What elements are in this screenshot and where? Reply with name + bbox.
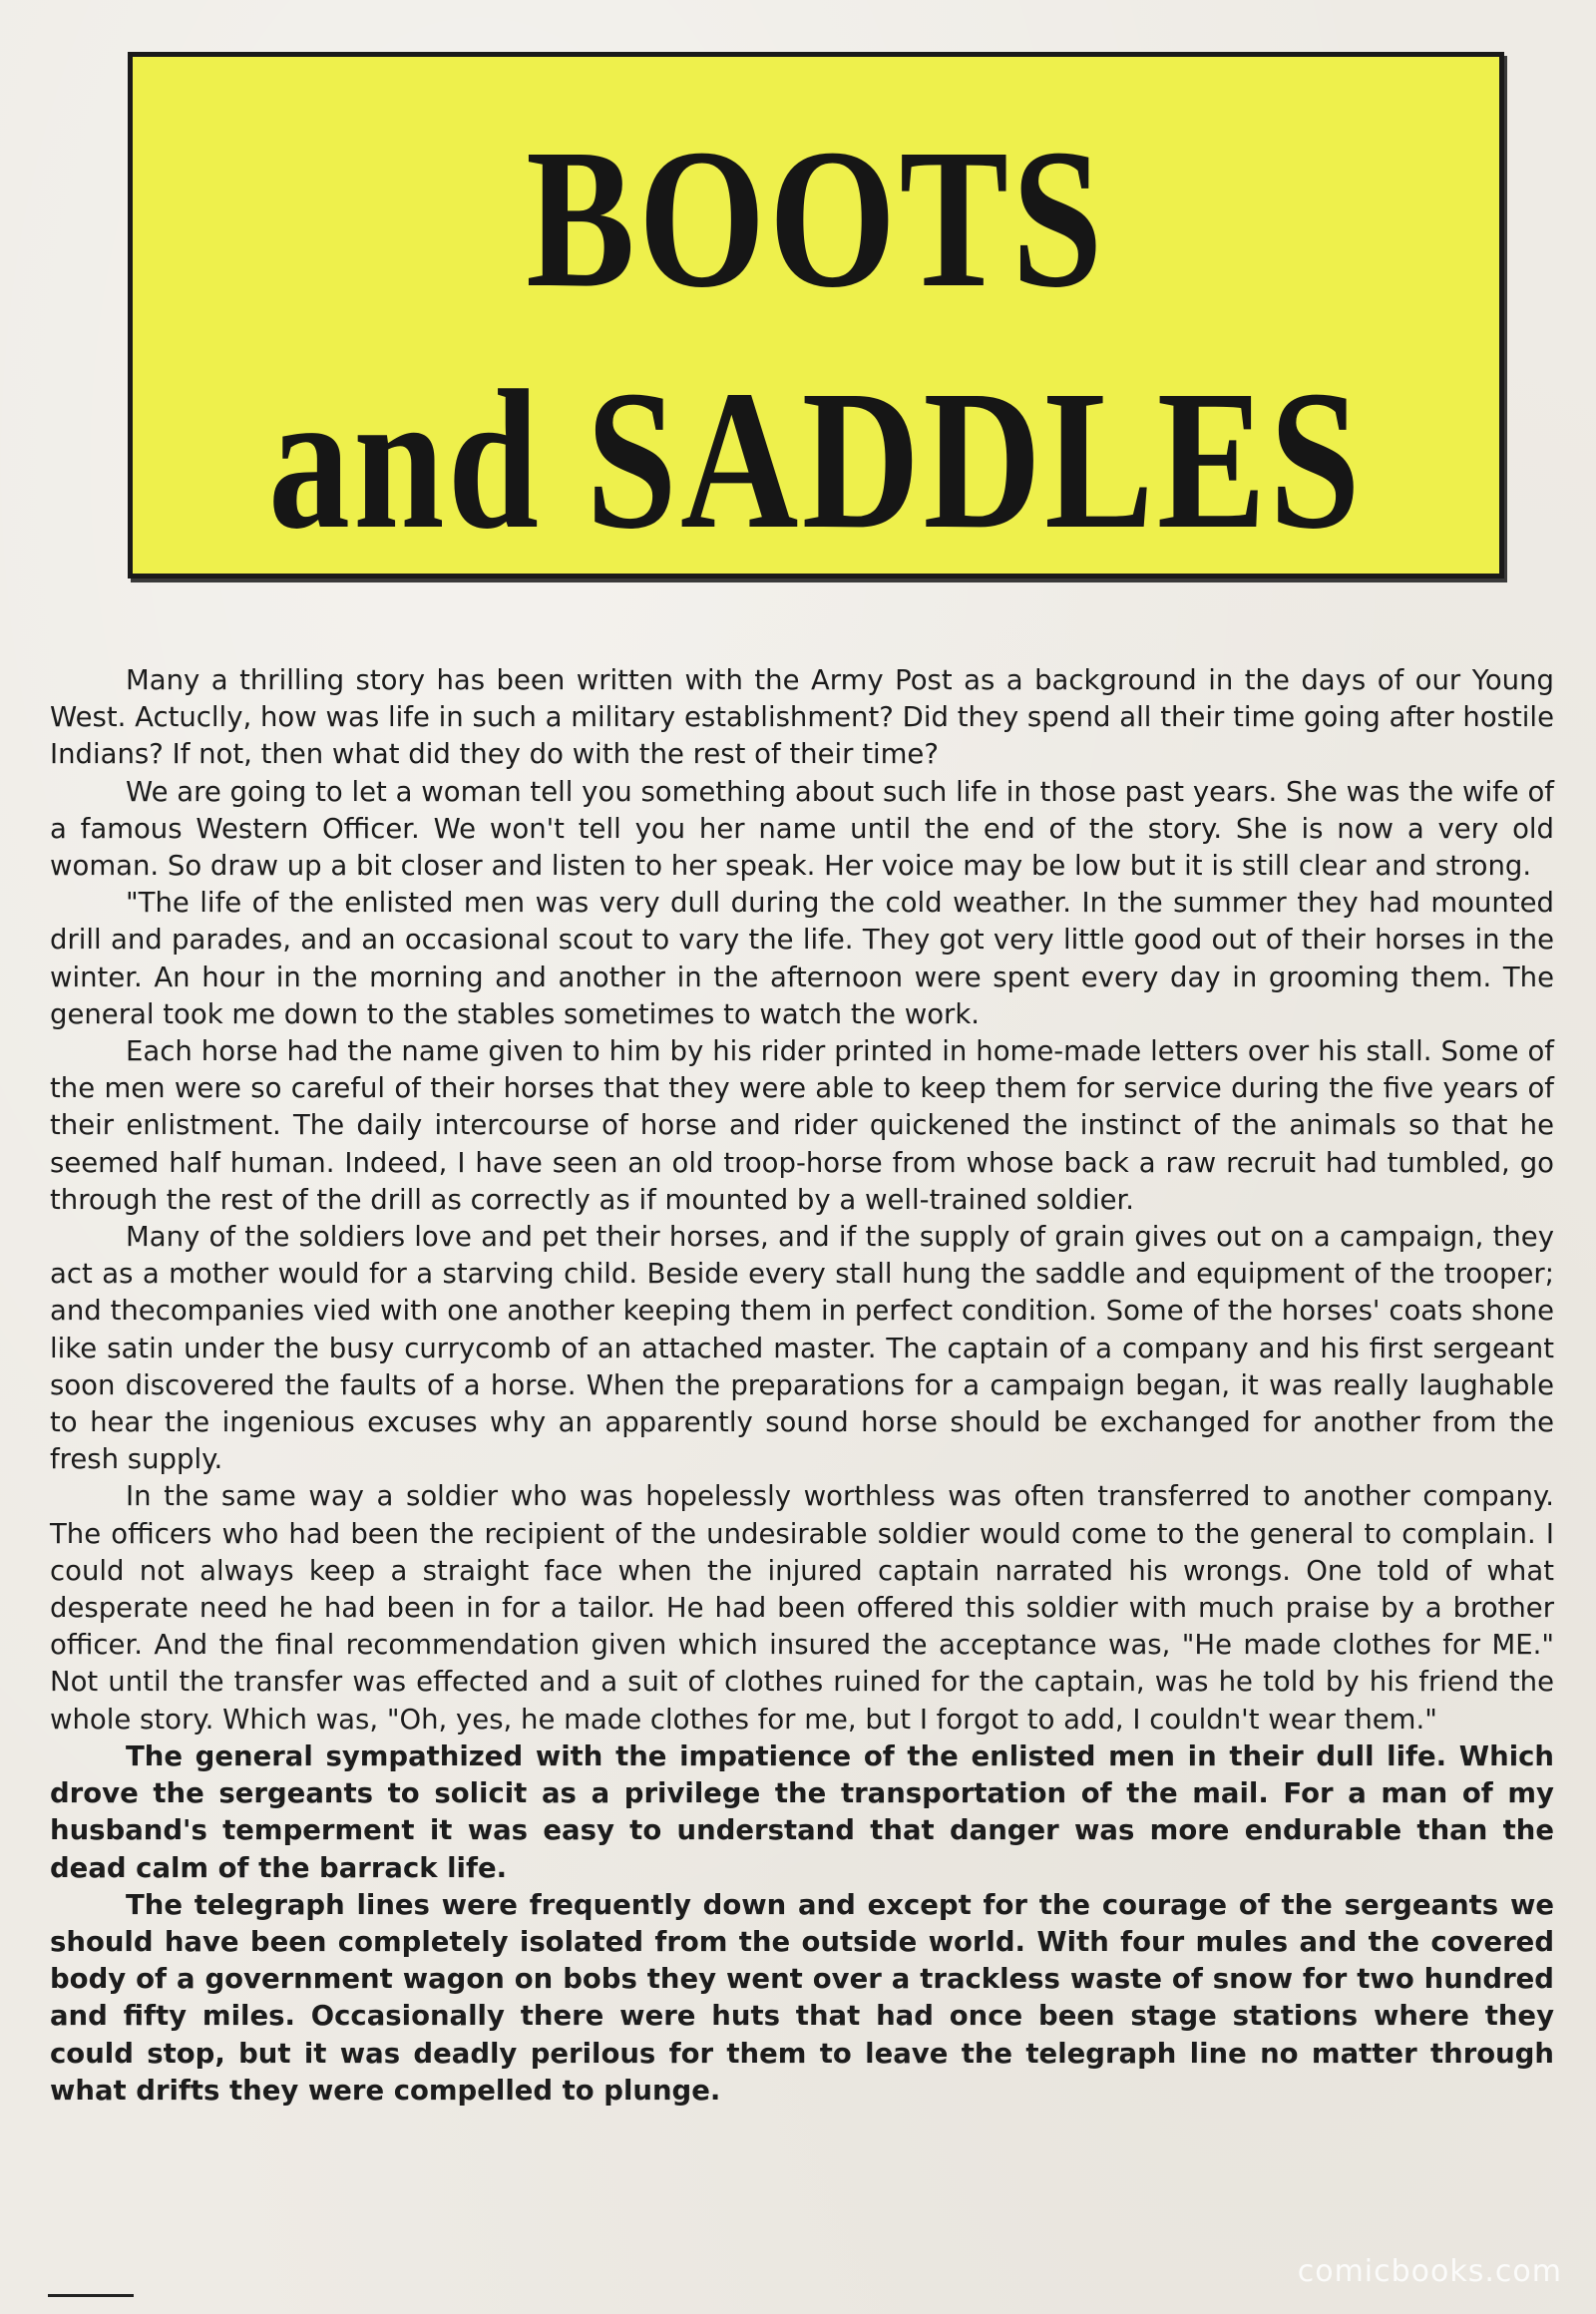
footer-rule xyxy=(48,2294,134,2297)
paragraph: In the same way a soldier who was hopelessly worthless was often transferred to another company. The officers who had been the recipient of the undesirable soldier would come to the general to complain. I could not always keep a straight face when the injured captain narrated his wrongs. One told of what desperate need he had been in for a tailor. He had been offered this soldier with much praise by a brother officer. And the final recommendation given which insured the acceptance was, "He made clothes for ME." Not until the transfer was effected and a suit of clothes ruined for the captain, was he told by his friend the whole story. Which was, "Oh, yes, he made clothes for me, but I forgot to add, I couldn't wear them." xyxy=(50,1480,1554,1736)
paragraph: "The life of the enlisted men was very dull during the cold weather. In the summer they had mounted drill and parades, and an occasional scout to vary the life. They got very little good out of their horses in the winter. An hour in the morning and another in the afternoon were spent every day in grooming them. The general took me down to the stables sometimes to watch the work. xyxy=(50,887,1554,1030)
paragraph: We are going to let a woman tell you something about such life in those past years. She was the wife of a famous Western Officer. We won't tell you her name until the end of the story. She is now a very old woman. So draw up a bit closer and listen to her speak. Her voice may be low but it is still clear and strong. xyxy=(50,775,1554,883)
paragraph: The general sympathized with the impatience of the enlisted men in their dull life. Which drove the sergeants to solicit as a privilege the transportation of the mail. For a man of my husband's temperment it was easy to understand that danger was more endurable than the dead calm of the barrack life. xyxy=(50,1739,1554,1884)
paragraph: The telegraph lines were frequently down and except for the courage of the sergeants we should have been completely isolated from the outside world. With four mules and the covered body of a government wagon on bobs they went over a trackless waste of snow for two hundred and fifty miles. Occasionally there were huts that had once been stage stations where they could stop, but it was deadly perilous for them to leave the telegraph line no matter through what drifts they were compelled to plunge. xyxy=(50,1888,1554,2107)
paragraph: Many a thrilling story has been written with the Army Post as a background in the days of our Young West. Actuclly, how was life in such a military establishment? Did they spend all their time going after hostile Indians? If not, then what did they do with the rest of their time? xyxy=(50,664,1554,771)
title-line-2: and SADDLES xyxy=(267,350,1365,571)
article-body xyxy=(50,662,1554,2110)
paragraph: Each horse had the name given to him by his rider printed in home-made letters over his stall. Some of the men were so careful of their horses that they were able to keep them for service during the five years of their enlistment. The daily intercourse of horse and rider quickened the instinct of the animals so that he seemed half human. Indeed, I have seen an old troop-horse from whose back a raw recruit had tumbled, go through the rest of the drill as correctly as if mounted by a well-trained soldier. xyxy=(50,1035,1554,1216)
watermark: comicbooks.com xyxy=(1297,2254,1562,2289)
paragraph: Many of the soldiers love and pet their horses, and if the supply of grain gives out on a campaign, they act as a mother would for a starving child. Beside every stall hung the saddle and equipment of the trooper; and thecompanies vied with one another keeping them in perfect condition. Some of the horses' coats shone like satin under the busy currycomb of an attached master. The captain of a company and his first sergeant soon discovered the faults of a horse. When the preparations for a campaign began, it was really laughable to hear the ingenious excuses why an apparently sound horse should be exchanged for another from the fresh supply. xyxy=(50,1221,1554,1476)
title-line-1: BOOTS xyxy=(526,109,1106,329)
title-panel xyxy=(128,52,1504,578)
